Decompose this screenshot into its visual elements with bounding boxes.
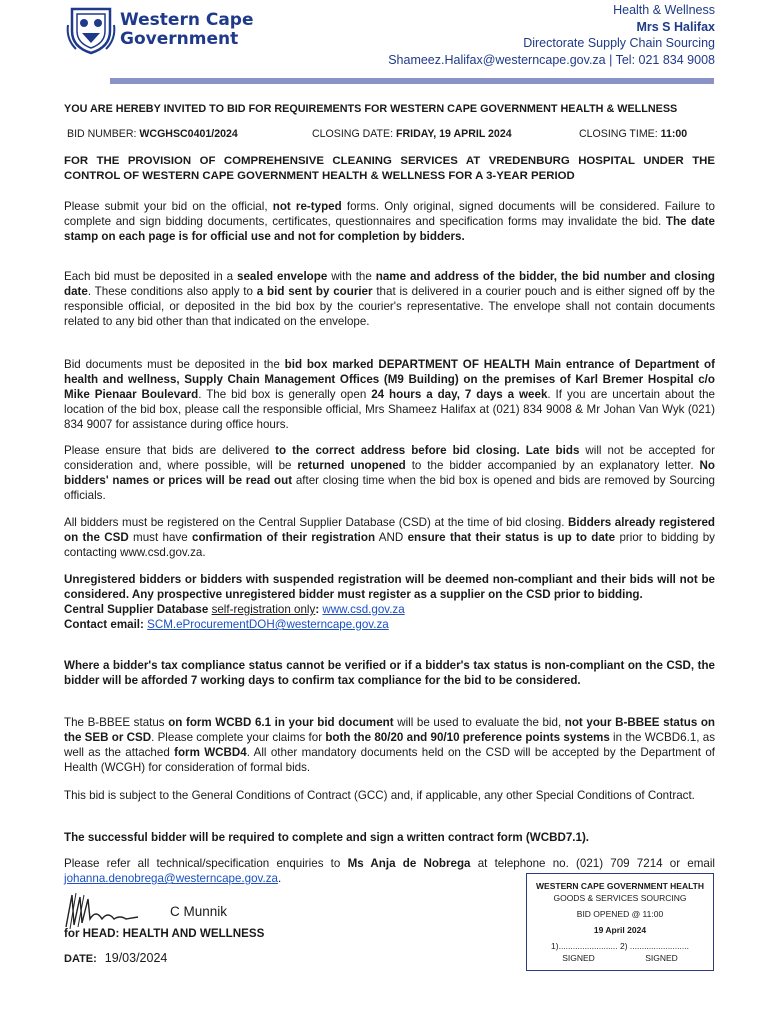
text: on form WCBD 6.1 in your bid document bbox=[168, 716, 394, 729]
paragraph-5 bbox=[64, 515, 715, 560]
text: will not be accepted for consideration and, where possible, will be bbox=[64, 444, 715, 472]
text: Bid documents must be deposited in the bbox=[64, 358, 285, 371]
contact-details: Shameez.Halifax@westerncape.gov.za | Tel: 021 834 9008 bbox=[388, 52, 715, 67]
csd-link[interactable]: www.csd.gov.za bbox=[322, 603, 405, 616]
text: form WCBD4 bbox=[174, 746, 247, 759]
signatory-name: C Munnik bbox=[170, 904, 228, 919]
closing-time-label: CLOSING TIME: bbox=[579, 128, 658, 140]
csd-label: Central Supplier Database bbox=[64, 603, 209, 616]
department: Health & Wellness bbox=[613, 3, 715, 17]
paragraph-9: This bid is subject to the General Conditions of Contract (GCC) and, if applicable, any other Special Conditions of Contract. bbox=[64, 789, 695, 802]
text: No bidders' names or prices will be read out bbox=[64, 459, 715, 487]
text: The B-BBEE status bbox=[64, 716, 169, 729]
text: not your B-BBEE status on the SEB or CSD bbox=[64, 716, 716, 744]
stamp-signed-1: SIGNED bbox=[562, 953, 595, 963]
text: Bidders already registered on the CSD bbox=[64, 516, 715, 544]
text: Please refer all technical/specification enquiries to bbox=[64, 857, 348, 870]
text: must have bbox=[128, 531, 192, 544]
text: a bid sent by courier bbox=[256, 285, 373, 298]
bid-opened-stamp bbox=[526, 873, 714, 971]
closing-date-label: CLOSING DATE: bbox=[312, 128, 394, 140]
text: . Please complete your claims for bbox=[151, 731, 326, 744]
contact-email-label: Contact email: bbox=[64, 618, 144, 631]
text: . The bid box is generally open bbox=[198, 388, 372, 401]
text: self-registration only bbox=[211, 603, 316, 616]
text: ensure that their status is up to date bbox=[407, 531, 616, 544]
text: . bbox=[277, 872, 282, 885]
text: prior to bidding by contacting www.csd.gov.za. bbox=[64, 531, 715, 559]
bid-number-value: WCGHSC0401/2024 bbox=[139, 128, 238, 140]
text: to the bidder accompanied by an explanatory letter. bbox=[405, 459, 700, 472]
closing-time-value: 11:00 bbox=[660, 128, 688, 140]
paragraph-1 bbox=[64, 199, 715, 244]
coat-of-arms-icon bbox=[66, 5, 116, 55]
text: sealed envelope bbox=[237, 270, 328, 283]
text: . All other mandatory documents held on the CSD will be accepted by the Department of Health (WCGH) for consideration of formal bids. bbox=[64, 746, 716, 774]
paragraph-8 bbox=[64, 715, 715, 775]
text: bid box marked DEPARTMENT OF HEALTH Main entrance of Department of health and wellness, Supply Chain Management Offices (M9 Building) on the premises of Karl Bremer Hospital c/o Mike Pienaar Boulevard bbox=[64, 358, 715, 401]
text: Unregistered bidders or bidders with suspended registration will be deemed non-compliant and their bids will not be considered. Any prospective unregistered bidder must register as a supplier on the CSD prior to bidding. bbox=[64, 573, 715, 601]
bid-number-label: BID NUMBER: bbox=[67, 128, 137, 140]
text: . These conditions also apply to bbox=[87, 285, 257, 298]
directorate: Directorate Supply Chain Sourcing bbox=[523, 36, 715, 50]
enquiries-email-link[interactable]: johanna.denobrega@westerncape.gov.za bbox=[64, 872, 278, 885]
text: forms. Only original, signed documents will be considered. Failure to complete and sign bidding documents, certificates, questionnaires and specification forms may invalidate the bid. bbox=[64, 200, 715, 228]
paragraph-3 bbox=[64, 357, 715, 432]
date-label: DATE: bbox=[64, 953, 97, 965]
text: to the correct address before bid closing. Late bids bbox=[275, 444, 580, 457]
paragraph-10: The successful bidder will be required to complete and sign a written contract form (WCBD7.1). bbox=[64, 831, 590, 844]
text: will be used to evaluate the bid, bbox=[393, 716, 565, 729]
bid-title: FOR THE PROVISION OF COMPREHENSIVE CLEANING SERVICES AT VREDENBURG HOSPITAL UNDER THE CONTROL OF WESTERN CAPE GOVERNMENT HEALTH & WELLNESS FOR A 3-YEAR PERIOD bbox=[64, 155, 715, 182]
text: All bidders must be registered on the Central Supplier Database (CSD) at the time of bid closing. bbox=[64, 516, 569, 529]
text: at telephone no. (021) 709 7214 or email bbox=[470, 857, 716, 870]
paragraph-4 bbox=[64, 443, 715, 503]
text: Each bid must be deposited in a bbox=[64, 270, 238, 283]
text: Please ensure that bids are delivered bbox=[64, 444, 276, 457]
text: . If you are uncertain about the location of the bid box, please call the responsible official, Mrs Shameez Halifax at (021) 834 9008 & Mr Johan Van Wyk (021) 834 9007 for assistance during office hours. bbox=[64, 388, 715, 431]
signatory-title: for HEAD: HEALTH AND WELLNESS bbox=[64, 927, 265, 940]
text: both the 80/20 and 90/10 preference points systems bbox=[325, 731, 610, 744]
stamp-date: 19 April 2024 bbox=[593, 925, 647, 935]
stamp-signed-2: SIGNED bbox=[645, 953, 678, 963]
paragraph-2 bbox=[64, 269, 715, 329]
text: confirmation of their registration bbox=[192, 531, 376, 544]
date-value: 19/03/2024 bbox=[104, 951, 168, 965]
text: after closing time when the bid box is opened and bids are removed by Sourcing officials. bbox=[64, 474, 715, 502]
text: with the bbox=[327, 270, 376, 283]
stamp-unit: GOODS & SERVICES SOURCING bbox=[553, 893, 687, 903]
bid-number bbox=[67, 128, 238, 140]
invitation-heading: YOU ARE HEREBY INVITED TO BID FOR REQUIREMENTS FOR WESTERN CAPE GOVERNMENT HEALTH & WELLNESS bbox=[64, 103, 678, 115]
text: The date stamp on each page is for official use and not for completion by bidders. bbox=[64, 215, 715, 243]
contact-person: Mrs S Halifax bbox=[636, 19, 715, 34]
stamp-sign-lines: 1)......................... 2) ......................... bbox=[551, 941, 689, 951]
signature-date bbox=[64, 951, 167, 965]
text: AND bbox=[375, 531, 408, 544]
handwritten-signature bbox=[62, 889, 142, 931]
text: Please submit your bid on the official, bbox=[64, 200, 273, 213]
closing-date bbox=[312, 128, 512, 140]
text: name and address of the bidder, the bid number and closing date bbox=[64, 270, 716, 298]
header-rule bbox=[110, 78, 714, 84]
paragraph-6 bbox=[64, 572, 715, 632]
paragraph-7: Where a bidder's tax compliance status cannot be verified or if a bidder's tax status is non-compliant on the CSD, the bidder will be afforded 7 working days to confirm tax compliance for the bid to be considered. bbox=[64, 659, 715, 687]
wcg-logo bbox=[66, 5, 256, 55]
text: not re-typed bbox=[272, 200, 342, 213]
sender-block bbox=[388, 2, 715, 68]
text: returned unopened bbox=[297, 459, 406, 472]
closing-date-value: FRIDAY, 19 APRIL 2024 bbox=[396, 128, 512, 140]
text: Ms Anja de Nobrega bbox=[347, 857, 471, 870]
text: : bbox=[315, 603, 320, 616]
text: 24 hours a day, 7 days a week bbox=[371, 388, 548, 401]
text: that is delivered in a courier pouch and is either signed off by the responsible official, or deposited in the bid box by the courier's representative. The envelope shall not contain documents related to any bid other than that indicated on the envelope. bbox=[64, 285, 715, 328]
closing-time bbox=[579, 128, 687, 140]
stamp-org: WESTERN CAPE GOVERNMENT HEALTH bbox=[536, 881, 704, 891]
org-name-line1: Western Cape bbox=[120, 10, 254, 30]
contact-email-link[interactable]: SCM.eProcurementDOH@westerncape.gov.za bbox=[147, 618, 389, 631]
org-name-line2: Government bbox=[120, 29, 239, 49]
stamp-opened: BID OPENED @ 11:00 bbox=[576, 909, 664, 919]
text: in the WCBD6.1, as well as the attached bbox=[64, 731, 715, 759]
